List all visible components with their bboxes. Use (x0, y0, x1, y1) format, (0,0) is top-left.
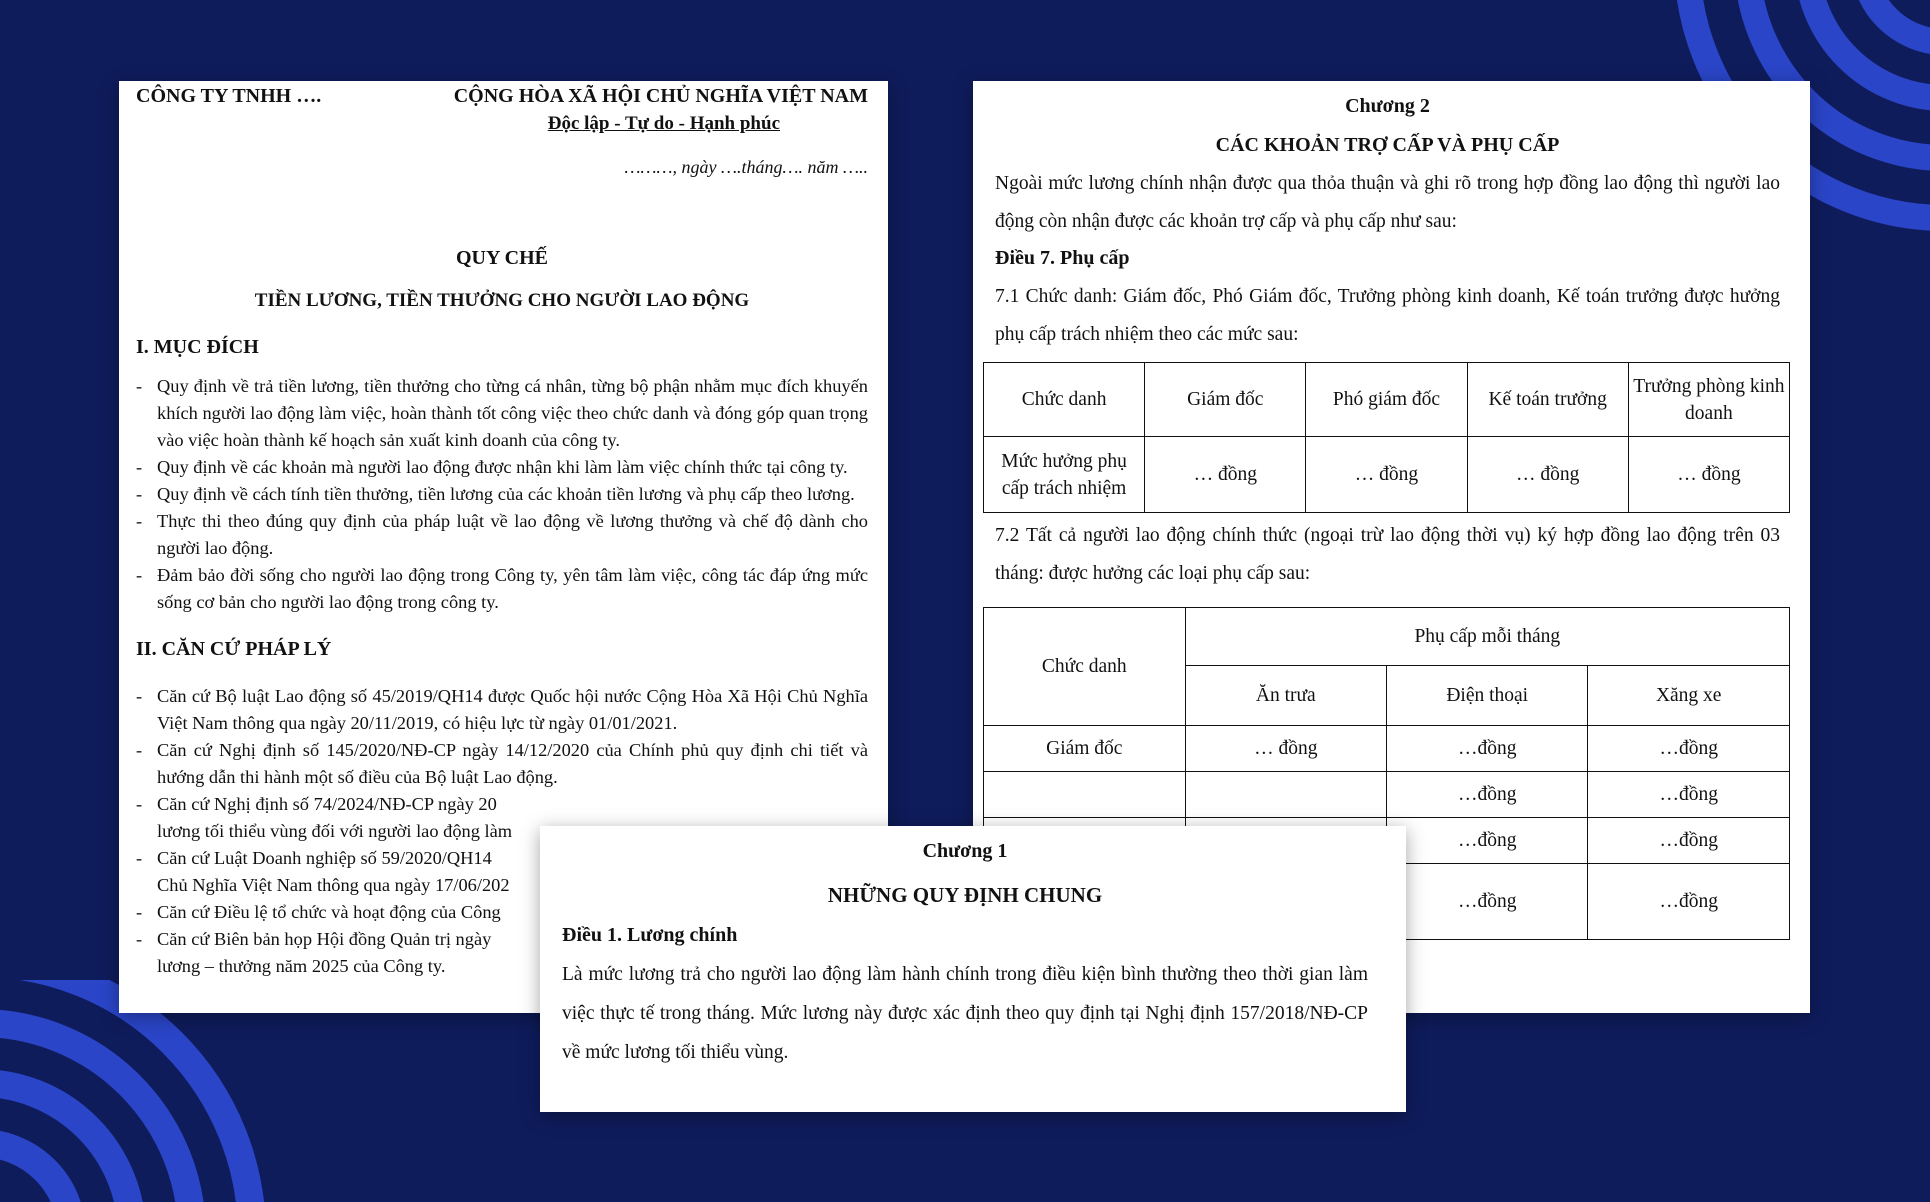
national-motto: Độc lập - Tự do - Hạnh phúc (547, 113, 780, 134)
table-cell: … đồng (1145, 437, 1306, 513)
table-header-cell: Phó giám đốc (1306, 363, 1467, 437)
document-header (136, 81, 868, 177)
table-row (984, 437, 1790, 513)
table-cell: … đồng (1306, 437, 1467, 513)
table-cell (1185, 772, 1386, 818)
table-cell: … đồng (1185, 726, 1386, 772)
document-title: QUY CHẾ (455, 247, 549, 269)
list-item: - Đảm bảo đời sống cho người lao động trong Công ty, yên tâm làm việc, công tác đáp ứng mức sống cơ bản cho người lao động trong công ty. (136, 562, 868, 616)
list-item: - Căn cứ Điều lệ tổ chức và hoạt động của Công (136, 899, 868, 926)
table-header-cell: Ăn trưa (1185, 666, 1386, 726)
table-header-cell: Điện thoại (1387, 666, 1588, 726)
table-cell: … đồng (1628, 437, 1789, 513)
table-header-cell: Trưởng phòng kinh doanh (1628, 363, 1789, 437)
table-header-cell: Giám đốc (1145, 363, 1306, 437)
table-header-cell: Chức danh (984, 608, 1186, 726)
section-heading-legal-basis: II. CĂN CỨ PHÁP LÝ (136, 638, 332, 660)
article-body: Là mức lương trả cho người lao động làm hành chính trong điều kiện bình thường theo thời gian làm việc thực tế trong tháng. Mức lương này được xác định theo quy định tại Nghị định 157/2018/NĐ-CP về mức lương tối thiểu vùng. (562, 964, 1368, 1063)
chapter-number: Chương 1 (922, 840, 1008, 862)
date-line: ………, ngày ….tháng…. năm ….. (624, 157, 868, 177)
table-cell (984, 772, 1186, 818)
table-header-row (984, 363, 1790, 437)
table-cell: …đồng (1387, 772, 1588, 818)
table-row (984, 772, 1790, 818)
list-item: - Thực thi theo đúng quy định của pháp luật về lao động về lương thưởng và chế độ dành cho người lao động. (136, 508, 868, 562)
table-row (984, 726, 1790, 772)
table-cell: …đồng (1387, 818, 1588, 864)
table-cell: … đồng (1467, 437, 1628, 513)
list-item: - Quy định về trả tiền lương, tiền thưởng cho từng cá nhân, từng bộ phận nhằm mục đích khuyến khích người lao động làm việc, hoàn thành tốt công việc theo chức danh và đóng góp quan trọng vào việc hoàn thành kế hoạch sản xuất kinh doanh của công ty. (136, 373, 868, 454)
list-item: - Căn cứ Luật Doanh nghiệp số 59/2020/QH14 (136, 845, 868, 872)
list-item: - Căn cứ Bộ luật Lao động số 45/2019/QH14 được Quốc hội nước Cộng Hòa Xã Hội Chủ Nghĩa Việt Nam thông qua ngày 20/11/2019, có hiệu lực từ ngày 01/01/2021. (136, 683, 868, 737)
clause-7-1: 7.1 Chức danh: Giám đốc, Phó Giám đốc, Trưởng phòng kinh doanh, Kế toán trưởng được hưởng phụ cấp trách nhiệm theo các mức sau: (995, 286, 1780, 345)
table-cell: …đồng (1387, 864, 1588, 940)
article-heading: Điều 7. Phụ cấp (995, 247, 1130, 269)
national-title: CỘNG HÒA XÃ HỘI CHỦ NGHĨA VIỆT NAM (453, 85, 868, 107)
table-cell: …đồng (1387, 726, 1588, 772)
chapter-title: CÁC KHOẢN TRỢ CẤP VÀ PHỤ CẤP (1215, 134, 1560, 156)
table-header-cell: Chức danh (984, 363, 1145, 437)
list-item: - Căn cứ Biên bản họp Hội đồng Quản trị ngày (136, 926, 868, 953)
purpose-list (136, 373, 868, 616)
article-heading: Điều 1. Lương chính (562, 924, 738, 946)
table-header-row (984, 608, 1790, 666)
table-cell: …đồng (1588, 772, 1790, 818)
table-group-header: Phụ cấp mỗi tháng (1185, 608, 1789, 666)
clause-7-2: 7.2 Tất cả người lao động chính thức (ngoại trừ lao động thời vụ) ký hợp đồng lao động trên 03 tháng: được hưởng các loại phụ cấp sau: (995, 525, 1780, 584)
intro-paragraph: Ngoài mức lương chính nhận được qua thỏa thuận và ghi rõ trong hợp đồng lao động thì người lao động còn nhận được các khoản trợ cấp và phụ cấp như sau: (995, 173, 1780, 232)
chapter-number: Chương 2 (1345, 95, 1430, 117)
table-cell: …đồng (1588, 864, 1790, 940)
table-header-cell: Xăng xe (1588, 666, 1790, 726)
decorative-arcs-bottom-left (0, 980, 300, 1202)
company-name: CÔNG TY TNHH …. (136, 85, 322, 107)
chapter-title: NHỮNG QUY ĐỊNH CHUNG (827, 883, 1103, 907)
table-cell: Giám đốc (984, 726, 1186, 772)
list-item: - Căn cứ Nghị định số 145/2020/NĐ-CP ngày 14/12/2020 của Chính phủ quy định chi tiết và hướng dẫn thi hành một số điều của Bộ luật Lao động. (136, 737, 868, 791)
section-heading-purpose: I. MỤC ĐÍCH (136, 336, 259, 358)
list-item: - Căn cứ Nghị định số 74/2024/NĐ-CP ngày 20 (136, 791, 868, 818)
responsibility-allowance-table (983, 362, 1790, 513)
table-cell: …đồng (1588, 818, 1790, 864)
list-item: - Quy định về cách tính tiền thưởng, tiền lương của các khoản tiền lương và phụ cấp theo lương. (136, 481, 868, 508)
continuation-text: lương – thưởng năm 2025 của Công ty. (157, 956, 446, 976)
document-subtitle: TIỀN LƯƠNG, TIỀN THƯỞNG CHO NGƯỜI LAO ĐỘNG (254, 290, 750, 311)
table-cell: …đồng (1588, 726, 1790, 772)
table-cell: Mức hưởng phụ cấp trách nhiệm (984, 437, 1145, 513)
list-item: - Quy định về các khoản mà người lao động được nhận khi làm làm việc chính thức tại công ty. (136, 454, 868, 481)
continuation-text: Chủ Nghĩa Việt Nam thông qua ngày 17/06/202 (157, 875, 510, 895)
document-page-general-rules (540, 826, 1406, 1112)
table-header-cell: Kế toán trưởng (1467, 363, 1628, 437)
continuation-text: lương tối thiểu vùng đối với người lao động làm (157, 821, 513, 841)
